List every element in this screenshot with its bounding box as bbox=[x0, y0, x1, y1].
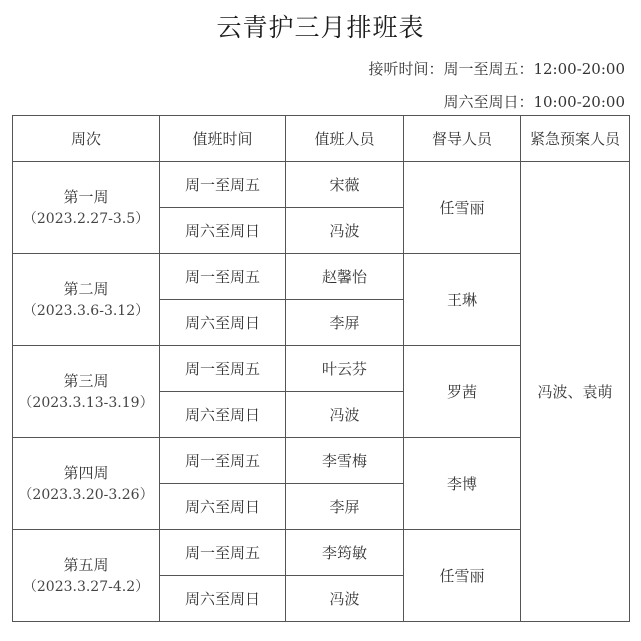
duty-slot: 周一至周五 bbox=[160, 438, 286, 484]
duty-person: 冯波 bbox=[286, 208, 404, 254]
header-duty-staff: 值班人员 bbox=[286, 116, 404, 162]
supervisor-cell: 任雪丽 bbox=[404, 162, 521, 254]
duty-slot: 周六至周日 bbox=[160, 300, 286, 346]
week-range: （2023.3.13-3.19） bbox=[18, 394, 154, 411]
week-cell bbox=[13, 162, 160, 254]
supervisor-cell: 李博 bbox=[404, 438, 521, 530]
week-range: （2023.3.20-3.26） bbox=[18, 486, 154, 503]
week-range: （2023.3.6-3.12） bbox=[22, 302, 150, 319]
schedule-table bbox=[12, 115, 630, 622]
duty-slot: 周一至周五 bbox=[160, 254, 286, 300]
supervisor-cell: 任雪丽 bbox=[404, 530, 521, 622]
table-row bbox=[13, 162, 630, 208]
week-range: （2023.3.27-4.2） bbox=[22, 578, 150, 595]
duty-slot: 周六至周日 bbox=[160, 484, 286, 530]
header-duty-time: 值班时间 bbox=[160, 116, 286, 162]
duty-slot: 周六至周日 bbox=[160, 392, 286, 438]
duty-slot: 周六至周日 bbox=[160, 576, 286, 622]
duty-person: 李屏 bbox=[286, 300, 404, 346]
week-label: 第三周 bbox=[63, 371, 109, 390]
week-range: （2023.2.27-3.5） bbox=[22, 210, 150, 227]
week-label: 第一周 bbox=[63, 187, 109, 206]
duty-person: 李屏 bbox=[286, 484, 404, 530]
supervisor-cell: 王琳 bbox=[404, 254, 521, 346]
duty-slot: 周一至周五 bbox=[160, 530, 286, 576]
weekend-hours-note: 周六至周日：10:00-20:00 bbox=[443, 93, 625, 111]
week-cell bbox=[13, 254, 160, 346]
emergency-cell: 冯波、袁萌 bbox=[521, 162, 630, 622]
week-label: 第五周 bbox=[63, 555, 109, 574]
duty-slot: 周一至周五 bbox=[160, 346, 286, 392]
header-emergency: 紧急预案人员 bbox=[521, 116, 630, 162]
header-supervisor: 督导人员 bbox=[404, 116, 521, 162]
week-cell bbox=[13, 438, 160, 530]
header-row bbox=[13, 116, 630, 162]
week-cell bbox=[13, 530, 160, 622]
duty-person: 冯波 bbox=[286, 576, 404, 622]
duty-slot: 周一至周五 bbox=[160, 162, 286, 208]
duty-person: 李雪梅 bbox=[286, 438, 404, 484]
duty-person: 赵馨怡 bbox=[286, 254, 404, 300]
duty-person: 叶云芬 bbox=[286, 346, 404, 392]
duty-person: 宋薇 bbox=[286, 162, 404, 208]
page-title: 云青护三月排班表 bbox=[216, 13, 425, 42]
weekday-hours-note: 接听时间：周一至周五：12:00-20:00 bbox=[368, 60, 625, 78]
duty-person: 李筠敏 bbox=[286, 530, 404, 576]
week-label: 第四周 bbox=[63, 463, 109, 482]
duty-person: 冯波 bbox=[286, 392, 404, 438]
week-label: 第二周 bbox=[63, 279, 109, 298]
week-cell bbox=[13, 346, 160, 438]
header-week: 周次 bbox=[13, 116, 160, 162]
supervisor-cell: 罗茜 bbox=[404, 346, 521, 438]
duty-slot: 周六至周日 bbox=[160, 208, 286, 254]
